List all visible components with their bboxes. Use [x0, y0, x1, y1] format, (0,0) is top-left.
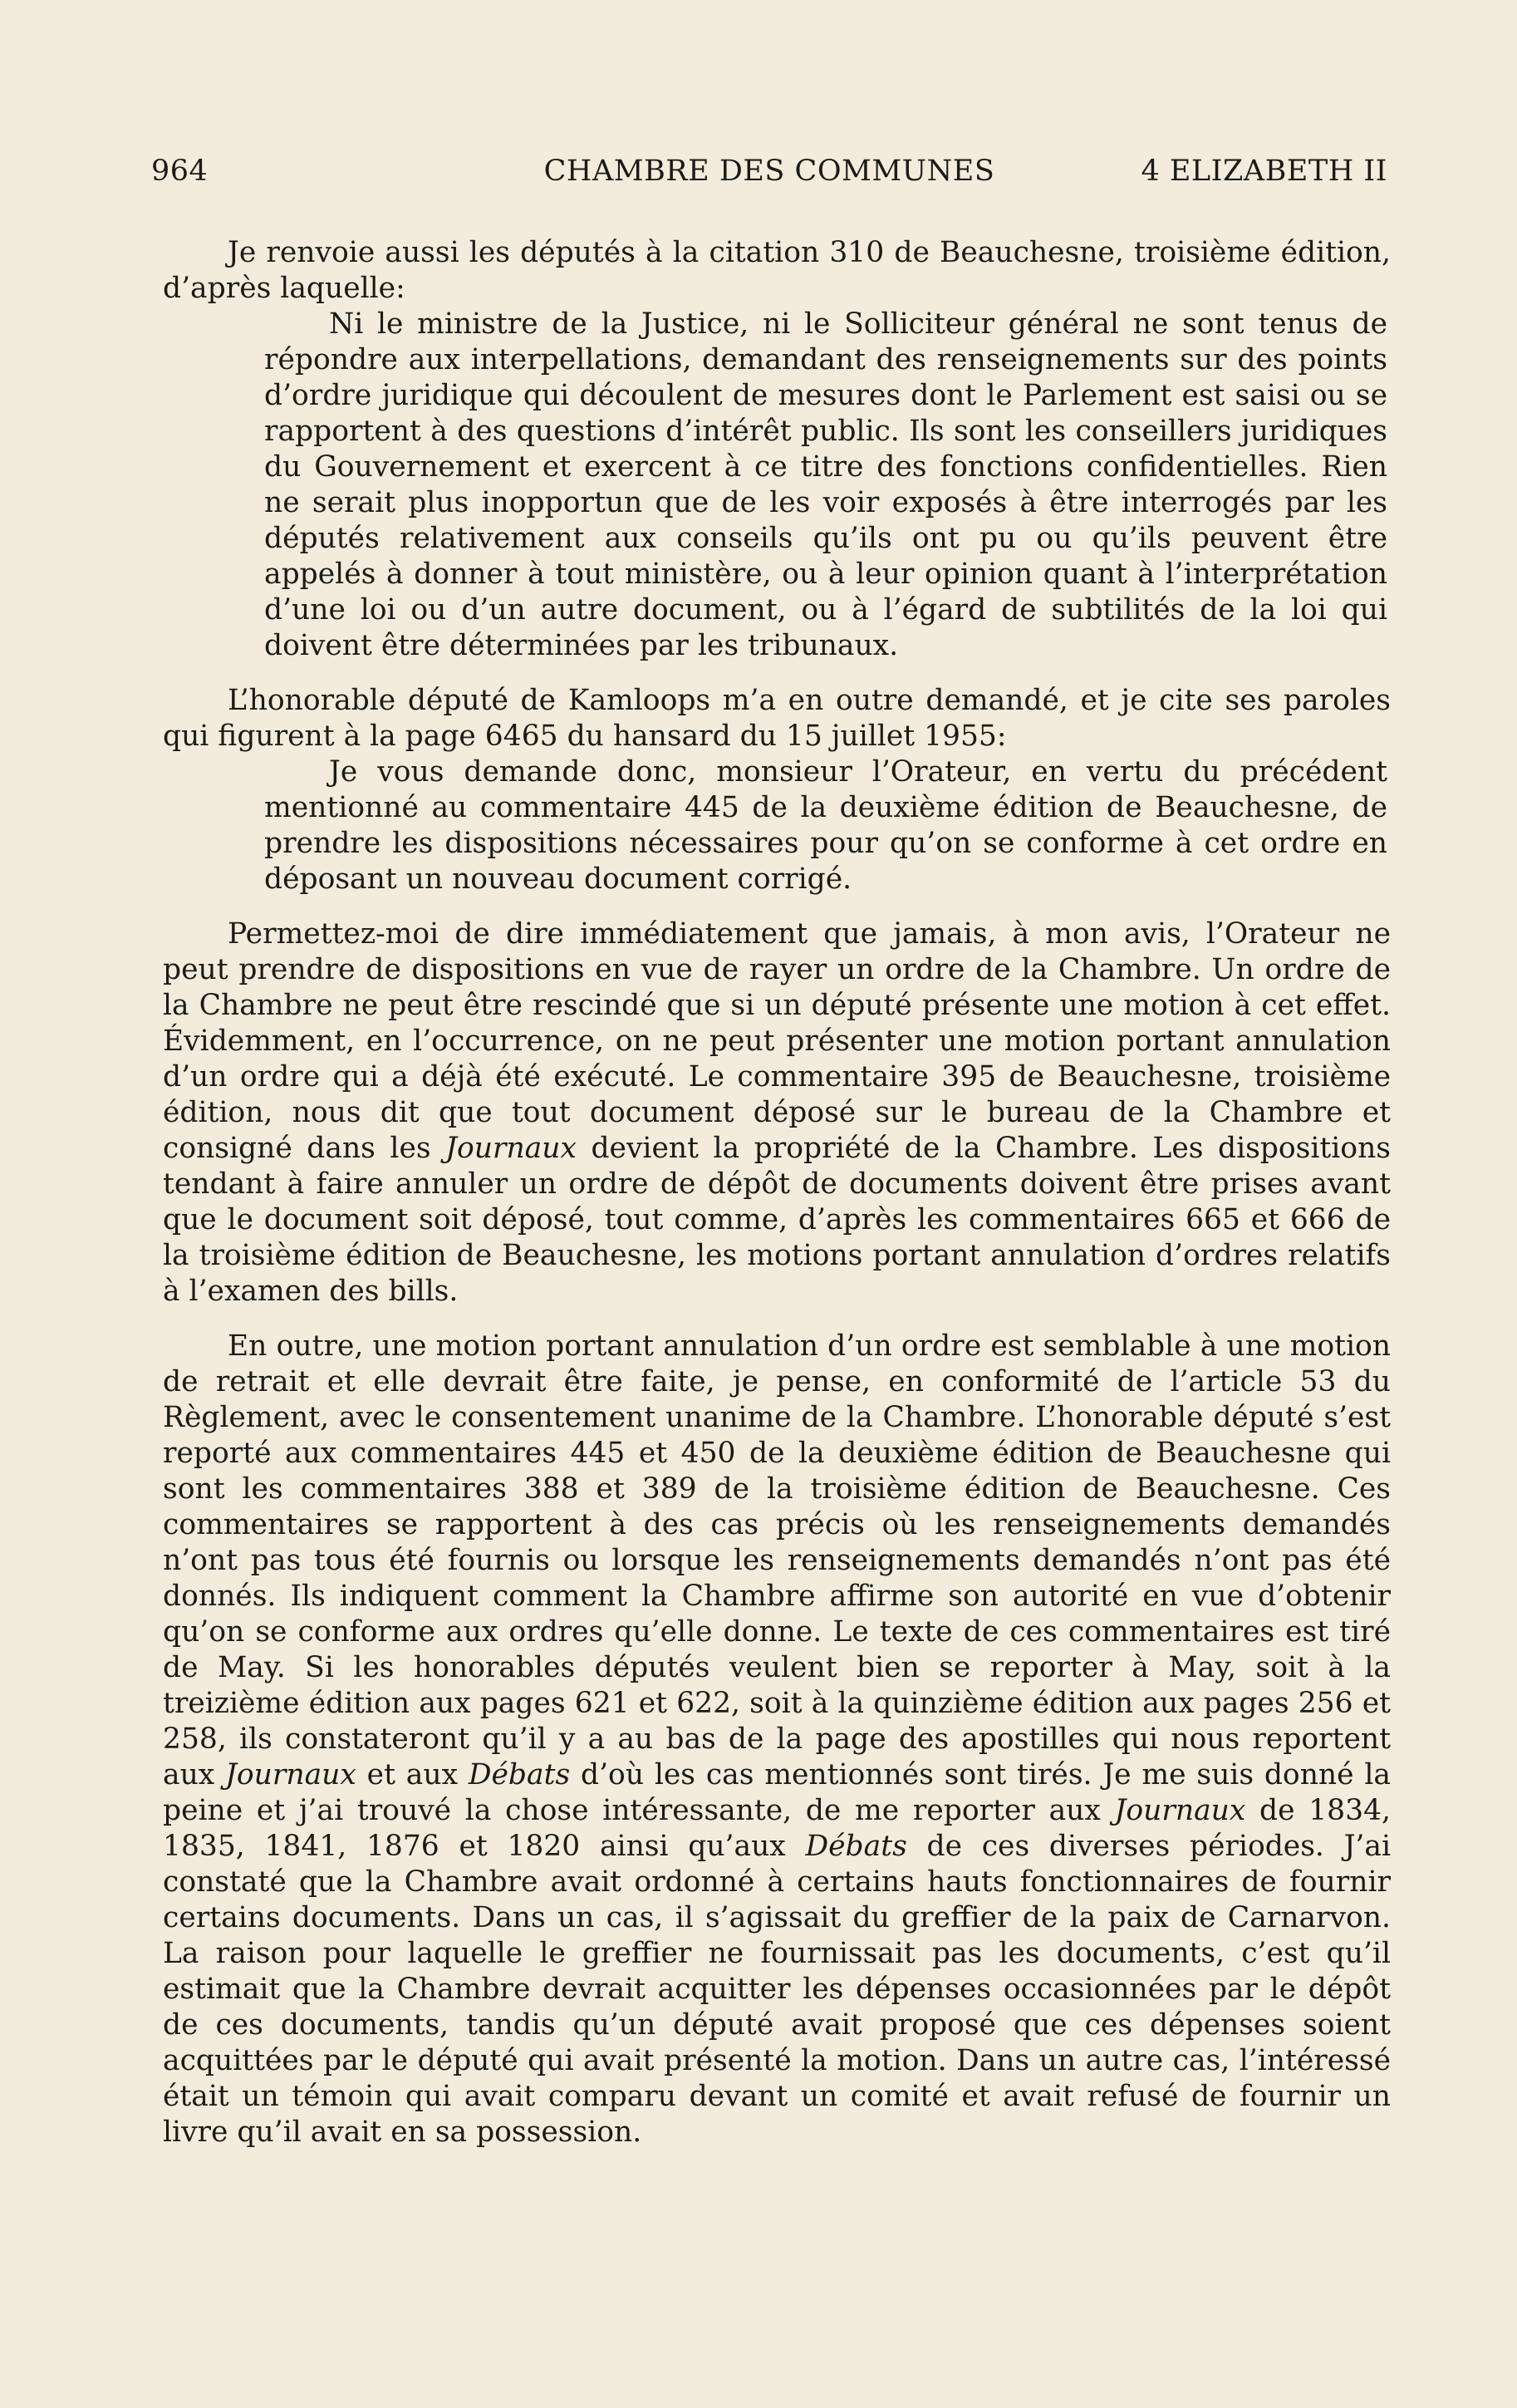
- text-run: En outre, une motion portant annulation d’un ordre est semblable à une motion de retrait et elle devrait être faite, je pense, en conformité de l’article 53 du Règlement, avec le consentement unanime de la Chambre. L’honorable député s’est reporté aux commentaires 445 et 450 de la deuxième édition de Beauchesne qui sont les commentaires 388 et 389 de la troisième édition de Beauchesne. Ces commentaires se rapportent à des cas précis où les renseignements demandés n’ont pas tous été fournis ou lorsque les renseignements demandés n’ont pas été donnés. Ils indiquent comment la Chambre affirme son autorité en vue d’obtenir qu’on se conforme aux ordres qu’elle donne. Le texte de ces commentaires est tiré de May. Si les honorables députés veulent bien se reporter à May, soit à la treizième édition aux pages 621 et 622, soit à la quinzième édition aux pages 256 et 258, ils constateront qu’il y a au bas de la page des apostilles qui nous reportent aux: [163, 1329, 1391, 1791]
- text-run: d’où les cas mentionnés sont tirés. Je me suis donné la peine et j’ai trouvé la chose intéressante, de me reporter aux: [163, 1758, 1391, 1827]
- block-quote: Je vous demande donc, monsieur l’Orateur, en vertu du précédent mentionné au commentaire 445 de la deuxième édition de Beauchesne, de prendre les dispositions nécessaires pour qu’on se conforme à cet ordre en déposant un nouveau document corrigé.: [264, 755, 1387, 896]
- regnal-year: 4 ELIZABETH II: [1141, 155, 1387, 188]
- text-run: et aux: [356, 1758, 469, 1791]
- running-header: [151, 148, 1387, 194]
- italic-title: Journaux: [1114, 1794, 1246, 1827]
- page-title: CHAMBRE DES COMMUNES: [543, 155, 995, 188]
- paragraph: Je renvoie aussi les députés à la citation 310 de Beauchesne, troisième édition, d’après laquelle:: [163, 236, 1391, 305]
- text-run: devient la propriété de la Chambre. Les dispositions tendant à faire annuler un ordre de dépôt de documents doivent être prises avant que le document soit déposé, tout comme, d’après les commentaires 665 et 666 de la troisième édition de Beauchesne, les motions portant annulation d’ordres relatifs à l’examen des bills.: [163, 1132, 1391, 1308]
- paragraph: L’honorable député de Kamloops m’a en outre demandé, et je cite ses paroles qui figurent à la page 6465 du hansard du 15 juillet 1955:: [163, 684, 1391, 753]
- body-text: [163, 235, 1391, 2170]
- italic-title: Débats: [805, 1830, 907, 1863]
- text-run: de 1834, 1835, 1841, 1876 et 1820 ainsi qu’aux: [163, 1794, 1392, 1863]
- italic-title: Débats: [468, 1758, 571, 1791]
- text-run: Permettez-moi de dire immédiatement que jamais, à mon avis, l’Orateur ne peut prendre de dispositions en vue de rayer un ordre de la Chambre. Un ordre de la Chambre ne peut être rescindé que si un député présente une motion à cet effet. Évidemment, en l’occurrence, on ne peut présenter une motion portant annulation d’un ordre qui a déjà été exécuté. Le commentaire 395 de Beauchesne, troisième édition, nous dit que tout document déposé sur le bureau de la Chambre et consigné dans les: [163, 917, 1391, 1165]
- italic-title: Journaux: [445, 1132, 577, 1165]
- page-number: 964: [151, 155, 209, 188]
- italic-title: Journaux: [225, 1758, 356, 1791]
- paragraph: [163, 1329, 1391, 2150]
- text-run: de ces diverses périodes. J’ai constaté que la Chambre avait ordonné à certains hauts fonctionnaires de fournir certains documents. Dans un cas, il s’agissait du greffier de la paix de Carnarvon. La raison pour laquelle le greffier ne fournissait pas les documents, c’est qu’il estimait que la Chambre devrait acquitter les dépenses occasionnées par le dépôt de ces documents, tandis qu’un député avait proposé que ces dépenses soient acquittées par le député qui avait présenté la motion. Dans un autre cas, l’intéressé était un témoin qui avait comparu devant un comité et avait refusé de fournir un livre qu’il avait en sa possession.: [163, 1830, 1391, 2149]
- paragraph: [163, 917, 1391, 1310]
- block-quote: Ni le ministre de la Justice, ni le Solliciteur général ne sont tenus de répondre aux interpellations, demandant des renseignements sur des points d’ordre juridique qui découlent de mesures dont le Parlement est saisi ou se rapportent à des questions d’intérêt public. Ils sont les conseillers juridiques du Gouvernement et exercent à ce titre des fonctions confidentielles. Rien ne serait plus inopportun que de les voir exposés à être interrogés par les députés relativement aux conseils qu’ils ont pu ou qu’ils peuvent être appelés à donner à tout ministère, ou à leur opinion quant à l’interprétation d’une loi ou d’un autre document, ou à l’égard de subtilités de la loi qui doivent être déterminées par les tribunaux.: [264, 307, 1387, 662]
